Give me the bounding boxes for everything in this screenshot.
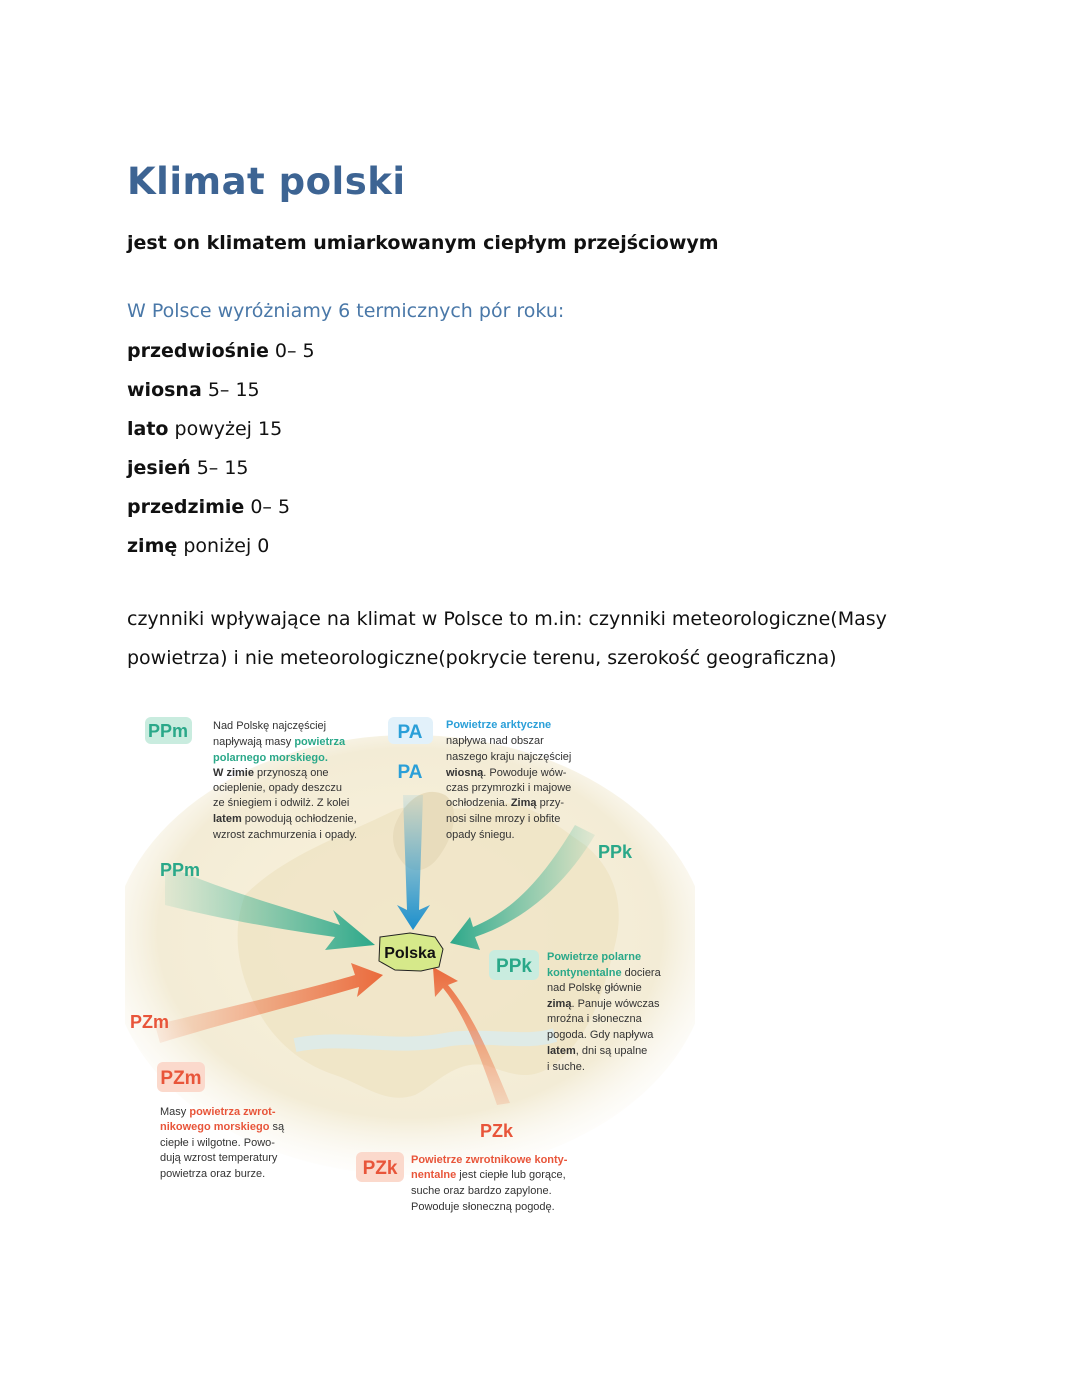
season-name: jesień: [127, 457, 191, 479]
note-line: ochłodzenia. Zimą przy-: [446, 797, 565, 809]
note-line: nikowego morskiego są: [160, 1121, 285, 1133]
note-line: czas przymrozki i majowe: [446, 782, 572, 794]
note-line: zimą. Panuje wówczas: [547, 998, 660, 1010]
pzm-note: [160, 1106, 285, 1180]
note-line: Powoduje słoneczną pogodę.: [411, 1201, 555, 1213]
note-line: Nad Polskę najczęściej: [213, 720, 327, 732]
pzk-badge-label: PZk: [362, 1158, 398, 1179]
note-line: kontynentalne dociera: [547, 967, 661, 979]
note-line: dują wzrost temperatury: [160, 1152, 278, 1164]
note-line: polarnego morskiego.: [213, 752, 328, 764]
season-item: [127, 535, 269, 557]
note-line: nosi silne mrozy i obfite: [446, 813, 561, 825]
pzm-arrow-label: PZm: [130, 1012, 170, 1032]
note-line: napływają masy powietrza: [213, 736, 346, 748]
sea-mediterranean-icon: [295, 1035, 555, 1045]
season-item: [127, 457, 249, 479]
pzk-note: [411, 1154, 568, 1213]
ppk-arrow-label: PPk: [598, 842, 633, 862]
pzm-badge-label: PZm: [160, 1068, 202, 1089]
air-masses-map: [125, 705, 695, 1225]
note-line: suche oraz bardzo zapylone.: [411, 1185, 552, 1197]
ppk-badge-label: PPk: [496, 956, 532, 977]
season-name: zimę: [127, 535, 178, 557]
page-title: Klimat polski: [127, 160, 406, 203]
ppm-badge-label: PPm: [147, 721, 189, 741]
note-line: ze śniegiem i odwilż. Z kolei: [213, 797, 350, 809]
pa-badge-label: PA: [397, 722, 423, 743]
note-line: latem powodują ochłodzenie,: [213, 813, 357, 825]
note-line: i suche.: [547, 1061, 585, 1073]
pa-arrow-label: PA: [397, 762, 423, 783]
season-item: [127, 340, 315, 362]
note-line: wiosną. Powoduje wów-: [446, 767, 567, 779]
season-range: 0– 5: [250, 496, 291, 518]
season-name: przedwiośnie: [127, 340, 269, 362]
climate-factors-text: czynniki wpływające na klimat w Polsce to m.in: czynniki meteorologiczne(Masy powietrza) i nie meteorologiczne(pokrycie terenu, szerokość geograficzna): [127, 608, 887, 669]
season-name: wiosna: [127, 379, 202, 401]
season-name: lato: [127, 418, 169, 440]
season-name: przedzimie: [127, 496, 245, 518]
note-line: ciepłe i wilgotne. Powo-: [160, 1137, 275, 1149]
seasons-intro: W Polsce wyróżniamy 6 termicznych pór roku:: [127, 300, 565, 322]
pzk-arrow-label: PZk: [480, 1121, 514, 1141]
season-range: 0– 5: [274, 340, 315, 362]
season-item: [127, 379, 260, 401]
note-line: ocieplenie, opady deszczu: [213, 782, 343, 794]
ppm-arrow-label: PPm: [160, 860, 201, 880]
season-range: powyżej 15: [174, 418, 283, 440]
polska-label: Polska: [384, 945, 436, 962]
note-line: Powietrze arktyczne: [446, 719, 552, 731]
note-line: latem, dni są upalne: [547, 1045, 648, 1057]
season-item: [127, 418, 282, 440]
note-line: mroźna i słoneczna: [547, 1013, 642, 1025]
note-line: Powietrze zwrotnikowe konty-: [411, 1154, 568, 1166]
note-line: powietrza oraz burze.: [160, 1168, 266, 1180]
note-line: pogoda. Gdy napływa: [547, 1029, 654, 1041]
note-line: wzrost zachmurzenia i opady.: [213, 829, 358, 841]
note-line: opady śniegu.: [446, 829, 515, 841]
note-line: Masy powietrza zwrot-: [160, 1106, 276, 1118]
note-line: napływa nad obszar: [446, 735, 544, 747]
subtitle: jest on klimatem umiarkowanym ciepłym przejściowym: [127, 232, 719, 254]
season-range: 5– 15: [196, 457, 249, 479]
note-line: W zimie przynoszą one: [213, 767, 329, 779]
note-line: nentalne jest ciepłe lub gorące,: [411, 1169, 566, 1181]
season-item: [127, 496, 290, 518]
note-line: naszego kraju najczęściej: [446, 751, 572, 763]
note-line: Powietrze polarne: [547, 951, 642, 963]
season-range: 5– 15: [207, 379, 260, 401]
note-line: nad Polskę głównie: [547, 982, 642, 994]
season-range: poniżej 0: [183, 535, 270, 557]
